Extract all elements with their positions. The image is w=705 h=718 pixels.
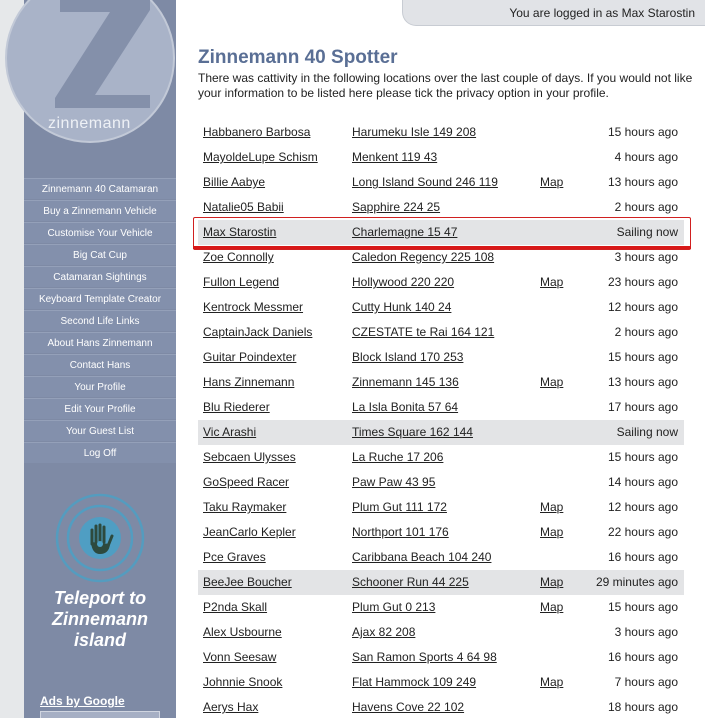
last-seen-time: 3 hours ago (614, 625, 678, 639)
location-link[interactable]: Havens Cove 22 102 (352, 700, 465, 714)
last-seen-time: 2 hours ago (614, 200, 678, 214)
last-seen-time: 15 hours ago (607, 350, 678, 364)
nav-item-contact-hans[interactable]: Contact Hans (24, 354, 176, 375)
nav-item-edit-your-profile[interactable]: Edit Your Profile (24, 398, 176, 419)
location-link[interactable]: Long Island Sound 246 119 (352, 175, 498, 189)
location-link[interactable]: Charlemagne 15 47 (352, 225, 458, 239)
map-link[interactable]: Map (540, 175, 564, 189)
table-row (198, 220, 684, 245)
map-link[interactable]: Map (540, 600, 564, 614)
avatar-name-link[interactable]: P2nda Skall (203, 600, 268, 614)
last-seen-time: 14 hours ago (607, 475, 678, 489)
location-link[interactable]: La Ruche 17 206 (352, 450, 444, 464)
table-row (198, 145, 684, 170)
avatar-name-link[interactable]: Guitar Poindexter (203, 350, 297, 364)
location-link[interactable]: Plum Gut 0 213 (352, 600, 436, 614)
last-seen-time: 16 hours ago (607, 550, 678, 564)
avatar-name-link[interactable]: Pce Graves (203, 550, 266, 564)
avatar-name-link[interactable]: Hans Zinnemann (203, 375, 295, 389)
teleport-line-2: Zinnemann (51, 609, 148, 629)
avatar-name-link[interactable]: Max Starostin (203, 225, 277, 239)
nav-item-catamaran-sightings[interactable]: Catamaran Sightings (24, 266, 176, 287)
last-seen-time: 16 hours ago (607, 650, 678, 664)
last-seen-time: 2 hours ago (614, 325, 678, 339)
map-link[interactable]: Map (540, 525, 564, 539)
last-seen-time: 23 hours ago (607, 275, 678, 289)
nav-item-second-life-links[interactable]: Second Life Links (24, 310, 176, 331)
nav-item-buy-a-zinnemann-vehicle[interactable]: Buy a Zinnemann Vehicle (24, 200, 176, 221)
map-link[interactable]: Map (540, 275, 564, 289)
table-row (198, 545, 684, 570)
location-link[interactable]: Plum Gut 111 172 (352, 500, 447, 514)
last-seen-time: 3 hours ago (614, 250, 678, 264)
location-link[interactable]: Ajax 82 208 (352, 625, 416, 639)
avatar-name-link[interactable]: Kentrock Messmer (203, 300, 304, 314)
avatar-name-link[interactable]: MayoldeLupe Schism (203, 150, 318, 164)
last-seen-time: 7 hours ago (614, 675, 678, 689)
last-seen-time: 29 minutes ago (595, 575, 678, 589)
location-link[interactable]: Zinnemann 145 136 (352, 375, 459, 389)
avatar-name-link[interactable]: JeanCarlo Kepler (203, 525, 296, 539)
teleport-line-1: Teleport to (53, 588, 147, 608)
location-link[interactable]: San Ramon Sports 4 64 98 (352, 650, 497, 664)
location-link[interactable]: Caledon Regency 225 108 (352, 250, 495, 264)
last-seen-time: Sailing now (616, 425, 678, 439)
logo-z-icon (0, 0, 176, 165)
last-seen-time: 12 hours ago (607, 300, 678, 314)
avatar-name-link[interactable]: Natalie05 Babii (203, 200, 284, 214)
table-row (198, 245, 684, 270)
location-link[interactable]: Menkent 119 43 (352, 150, 438, 164)
last-seen-time: 4 hours ago (614, 150, 678, 164)
logo-text: zinnemann (48, 115, 131, 132)
map-link[interactable]: Map (540, 575, 564, 589)
nav-item-keyboard-template-creator[interactable]: Keyboard Template Creator (24, 288, 176, 309)
table-row (198, 570, 684, 595)
map-link[interactable]: Map (540, 375, 564, 389)
nav-item-log-off[interactable]: Log Off (24, 442, 176, 463)
teleport-caption[interactable] (24, 588, 176, 651)
avatar-name-link[interactable]: Alex Usbourne (203, 625, 282, 639)
page-title: Zinnemann 40 Spotter (198, 47, 398, 68)
location-link[interactable]: Harumeku Isle 149 208 (352, 125, 477, 139)
table-row (198, 670, 684, 695)
last-seen-time: 13 hours ago (607, 375, 678, 389)
teleport-hand-icon[interactable] (54, 492, 146, 584)
nav-item-zinnemann-40-catamaran[interactable]: Zinnemann 40 Catamaran (24, 178, 176, 199)
avatar-name-link[interactable]: Blu Riederer (203, 400, 270, 414)
table-row (198, 270, 684, 295)
avatar-name-link[interactable]: Taku Raymaker (203, 500, 287, 514)
avatar-name-link[interactable]: Vonn Seesaw (203, 650, 277, 664)
table-row (198, 120, 684, 145)
nav-item-your-profile[interactable]: Your Profile (24, 376, 176, 397)
last-seen-time: 17 hours ago (607, 400, 678, 414)
table-row (198, 495, 684, 520)
map-link[interactable]: Map (540, 500, 564, 514)
avatar-name-link[interactable]: Vic Arashi (203, 425, 257, 439)
nav-item-big-cat-cup[interactable]: Big Cat Cup (24, 244, 176, 265)
ads-box[interactable] (40, 711, 160, 718)
last-seen-time: 13 hours ago (607, 175, 678, 189)
location-link[interactable]: Sapphire 224 25 (352, 200, 441, 214)
table-row (198, 520, 684, 545)
location-link[interactable]: Schooner Run 44 225 (352, 575, 469, 589)
nav-item-your-guest-list[interactable]: Your Guest List (24, 420, 176, 441)
avatar-name-link[interactable]: Habbanero Barbosa (203, 125, 311, 139)
last-seen-time: 15 hours ago (607, 600, 678, 614)
location-link[interactable]: Northport 101 176 (352, 525, 449, 539)
table-row (198, 445, 684, 470)
last-seen-time: 15 hours ago (607, 125, 678, 139)
location-link[interactable]: Caribbana Beach 104 240 (352, 550, 492, 564)
last-seen-time: 22 hours ago (607, 525, 678, 539)
table-row (198, 395, 684, 420)
location-link[interactable]: Paw Paw 43 95 (352, 475, 436, 489)
avatar-name-link[interactable]: Fullon Legend (203, 275, 280, 289)
avatar-name-link[interactable]: BeeJee Boucher (203, 575, 292, 589)
nav-item-about-hans-zinnemann[interactable]: About Hans Zinnemann (24, 332, 176, 353)
table-row (198, 645, 684, 670)
table-row (198, 595, 684, 620)
table-row (198, 295, 684, 320)
zinnemann-logo[interactable] (0, 0, 176, 165)
table-row (198, 620, 684, 645)
login-status: You are logged in as Max Starostin (402, 0, 705, 26)
location-link[interactable]: Times Square 162 144 (352, 425, 473, 439)
ads-by-google-link[interactable]: Ads by Google (40, 694, 125, 708)
location-link[interactable]: Block Island 170 253 (352, 350, 464, 364)
avatar-name-link[interactable]: GoSpeed Racer (203, 475, 290, 489)
location-link[interactable]: Flat Hammock 109 249 (352, 675, 477, 689)
last-seen-time: 18 hours ago (607, 700, 678, 714)
table-row (198, 420, 684, 445)
table-row (198, 195, 684, 220)
table-row (198, 345, 684, 370)
avatar-name-link[interactable]: Billie Aabye (203, 175, 266, 189)
last-seen-time: Sailing now (616, 225, 678, 239)
avatar-name-link[interactable]: Johnnie Snook (203, 675, 283, 689)
location-link[interactable]: Hollywood 220 220 (352, 275, 455, 289)
location-link[interactable]: La Isla Bonita 57 64 (352, 400, 459, 414)
location-link[interactable]: CZESTATE te Rai 164 121 (352, 325, 495, 339)
table-row (198, 695, 684, 718)
intro-text: There was cattivity in the following locations over the last couple of days. If you would not like your information to be listed here please tick the privacy option in your profile. (198, 71, 693, 100)
avatar-name-link[interactable]: Zoe Connolly (203, 250, 274, 264)
last-seen-time: 12 hours ago (607, 500, 678, 514)
map-link[interactable]: Map (540, 675, 564, 689)
sidebar-nav (24, 178, 176, 464)
table-row (198, 470, 684, 495)
nav-item-customise-your-vehicle[interactable]: Customise Your Vehicle (24, 222, 176, 243)
table-row (198, 370, 684, 395)
table-row (198, 170, 684, 195)
last-seen-time: 15 hours ago (607, 450, 678, 464)
avatar-name-link[interactable]: CaptainJack Daniels (203, 325, 313, 339)
avatar-name-link[interactable]: Aerys Hax (203, 700, 259, 714)
location-link[interactable]: Cutty Hunk 140 24 (352, 300, 452, 314)
table-row (198, 320, 684, 345)
teleport-line-3: island (73, 630, 126, 650)
spotter-table (198, 120, 684, 718)
avatar-name-link[interactable]: Sebcaen Ulysses (203, 450, 296, 464)
